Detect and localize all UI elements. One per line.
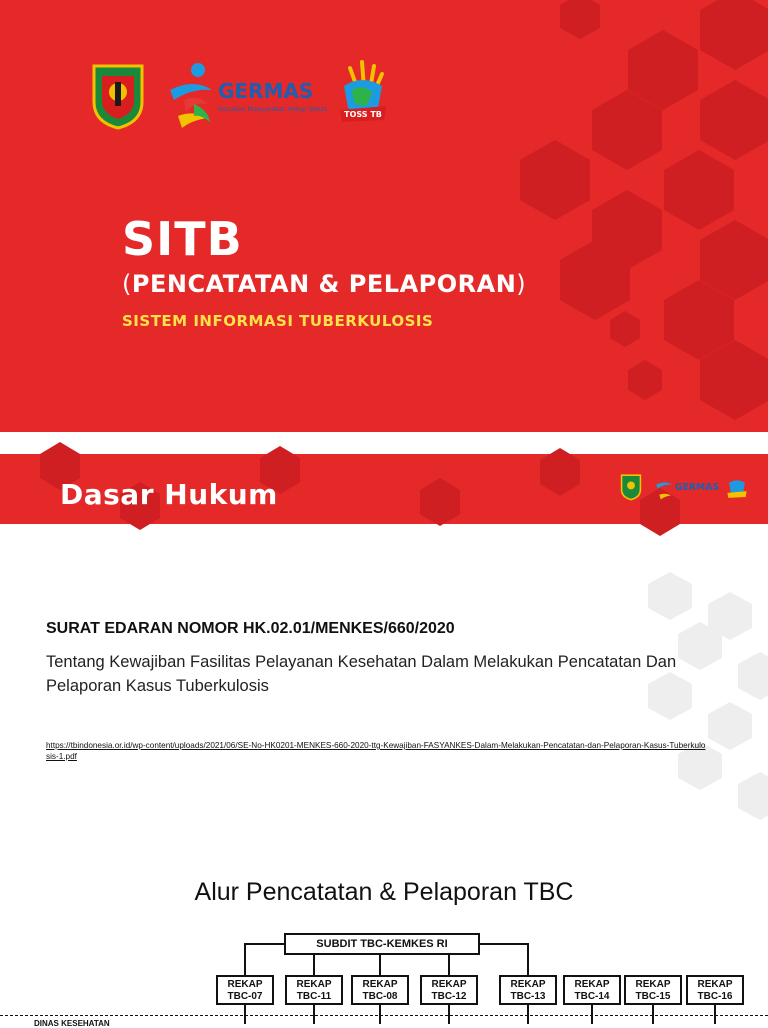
regional-emblem-icon — [90, 62, 146, 130]
slide-title: SITB — [122, 212, 243, 266]
germas-logo-icon — [652, 473, 720, 501]
flow-node-rekap: REKAP TBC-16 — [686, 975, 744, 1005]
toss-tb-logo-icon — [332, 60, 394, 132]
header-logos — [620, 472, 750, 502]
connector-line — [379, 955, 381, 975]
circular-letter-description: Tentang Kewajiban Fasilitas Pelayanan Kesehatan Dalam Melakukan Pencatatan Dan Pelaporan Kasus Tuberkulosis — [46, 653, 677, 695]
background-hexagon-pattern — [608, 564, 768, 864]
flow-node-rekap: REKAP TBC-08 — [351, 975, 409, 1005]
flow-node-rekap: REKAP TBC-15 — [624, 975, 682, 1005]
header-title: Dasar Hukum — [60, 478, 278, 511]
source-link[interactable]: https://tbindonesia.or.id/wp-content/uploads/2021/06/SE-No-HK0201-MENKES-660-2020-ttg-Kewajiban-FASYANKES-Dalam-Melakukan-Pencatatan-dan-Pelaporan-Kasus-Tuberkulosis-1.pdf — [46, 741, 706, 761]
flow-node-rekap: REKAP TBC-11 — [285, 975, 343, 1005]
svg-text:GERMAS: GERMAS — [674, 482, 720, 494]
flow-node-rekap: REKAP TBC-13 — [499, 975, 557, 1005]
flow-node-rekap: REKAP TBC-12 — [420, 975, 478, 1005]
level-divider — [0, 1015, 768, 1016]
regional-emblem-icon — [620, 473, 642, 501]
germas-text: GERMAS — [218, 79, 314, 103]
slide-subtitle: (PENCATATAN & PELAPORAN) — [122, 270, 527, 298]
connector-line — [244, 943, 246, 975]
toss-tb-logo-icon — [724, 472, 750, 502]
germas-logo-icon — [164, 60, 328, 132]
title-slide — [0, 0, 768, 432]
connector-line — [480, 943, 528, 945]
slide-tagline: SISTEM INFORMASI TUBERKULOSIS — [122, 312, 434, 330]
logo-row — [90, 60, 394, 132]
connector-line — [448, 955, 450, 975]
flow-node-rekap: REKAP TBC-07 — [216, 975, 274, 1005]
flow-node-rekap: REKAP TBC-14 — [563, 975, 621, 1005]
flow-node-subdit: SUBDIT TBC-KEMKES RI — [284, 933, 480, 955]
connector-line — [313, 955, 315, 975]
svg-text:TOSS TB: TOSS TB — [344, 110, 382, 119]
flow-diagram-title: Alur Pencatatan & Pelaporan TBC — [194, 878, 574, 906]
subtitle-text: PENCATATAN & PELAPORAN — [131, 270, 517, 298]
germas-tagline: Gerakan Masyarakat Hidup Sehat — [218, 105, 328, 113]
circular-letter-number: SURAT EDARAN NOMOR HK.02.01/MENKES/660/2020 — [46, 620, 455, 637]
level-label: DINAS KESEHATAN — [34, 1019, 110, 1028]
slide-header — [0, 454, 768, 524]
legal-basis-slide — [0, 454, 768, 1028]
connector-line — [527, 943, 529, 975]
connector-line — [244, 943, 284, 945]
